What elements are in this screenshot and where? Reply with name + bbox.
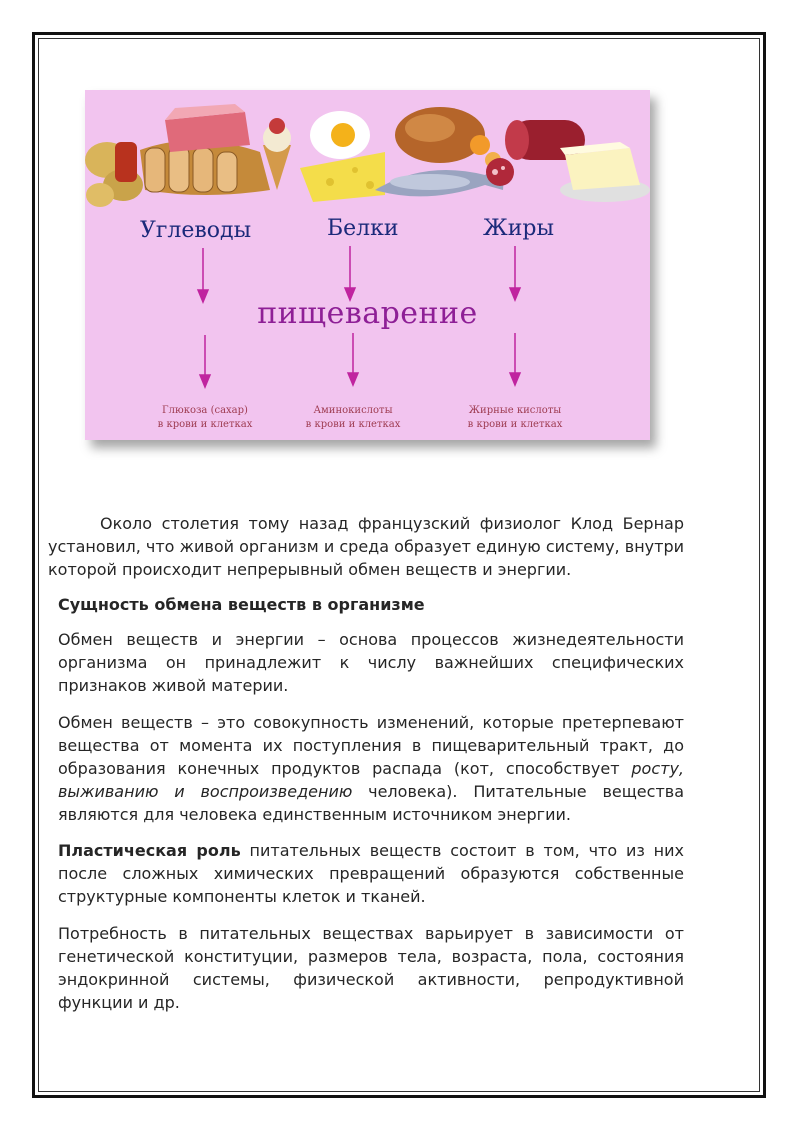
result-fatty-line1: Жирные кислоты: [468, 405, 562, 416]
paragraph-2: [58, 711, 684, 826]
label-fats: Жиры: [483, 216, 554, 241]
result-glucose-line1: Глюкоза (сахар): [162, 405, 248, 416]
food-illustration: [85, 90, 650, 440]
result-glucose: [130, 404, 280, 432]
label-carbohydrates: Углеводы: [140, 218, 252, 243]
paragraph-2-end: человека). Питательные вещества являются для человека единственным источником энергии.: [58, 782, 684, 824]
result-fatty-line2: в крови и клетках: [467, 419, 563, 430]
paragraph-4: Потребность в питательных веществах варьирует в зависимости от генетической конституции, размеров тела, возраста, пола, состояния эндокринной системы, физической активности, репродуктивной функции и др.: [58, 924, 684, 1012]
section-heading: Сущность обмена веществ в организме: [58, 595, 425, 614]
paragraph-3: [58, 839, 684, 908]
result-fatty-acids: [440, 404, 590, 432]
paragraph-1: Обмен веществ и энергии – основа процессов жизнедеятельности организма он принадлежит к числу важнейших специфических признаков живой материи.: [58, 630, 684, 695]
digestion-figure: [85, 90, 650, 440]
intro-paragraph: Около столетия тому назад французский физиолог Клод Бернар установил, что живой организм и среда образует единую систему, внутри которой происходит непрерывный обмен веществ и энергии.: [48, 514, 684, 579]
result-amino-line2: в крови и клетках: [305, 419, 401, 430]
result-amino-line1: Аминокислоты: [313, 405, 393, 416]
paragraph-3-rest: питательных веществ состоит в том, что из них после сложных химических превращений образуются собственные структурные компоненты клеток и тканей.: [58, 841, 684, 906]
result-glucose-line2: в крови и клетках: [157, 419, 253, 430]
paragraph-3-bold: Пластическая роль: [58, 841, 241, 860]
paragraph-2-italic: росту, выживанию и воспроизведению: [58, 759, 684, 801]
label-proteins: Белки: [327, 216, 399, 241]
label-digestion: пищеварение: [257, 296, 478, 331]
paragraph-2-start: Обмен веществ – это совокупность изменений, которые претерпевают вещества от момента их поступления в пищеварительный тракт, до образования конечных продуктов распада (кот, способствует: [58, 713, 684, 778]
result-amino-acids: [278, 404, 428, 432]
